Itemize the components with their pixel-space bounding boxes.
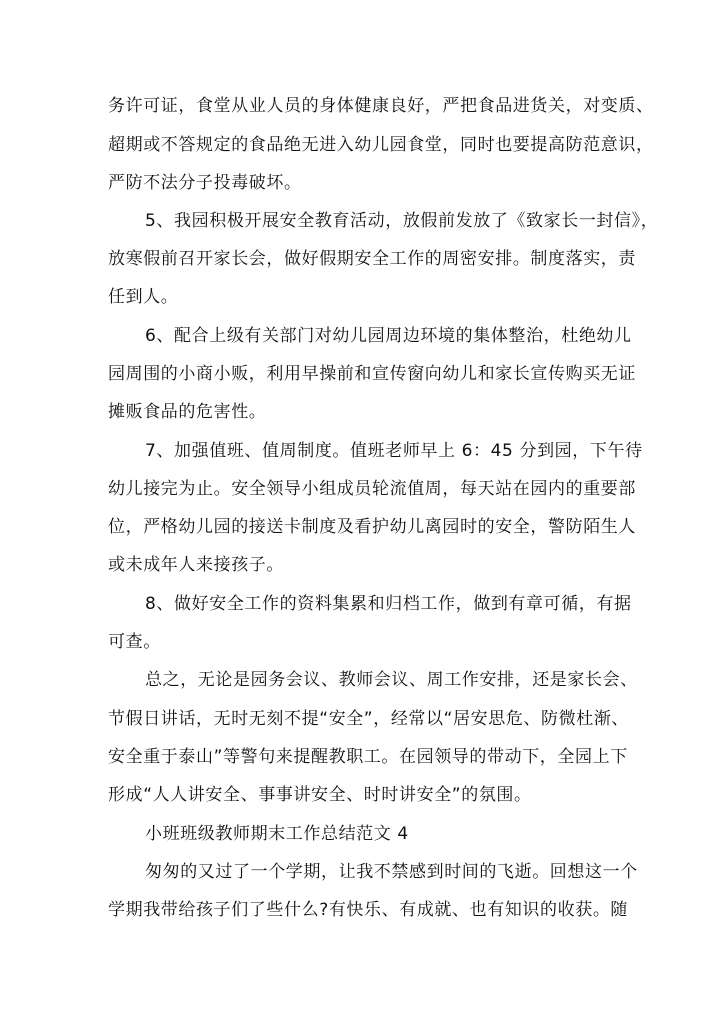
text-line: 任到人。 <box>108 287 179 307</box>
text-line: 或未成年人来接孩子。 <box>108 555 284 575</box>
text-line: 学期我带给孩子们了些什么?有快乐、有成就、也有知识的收获。随 <box>108 900 629 920</box>
text-line: 务许可证，食堂从业人员的身体健康良好，严把食品进货关，对变质、 <box>108 96 654 116</box>
text-line: 形成“人人讲安全、事事讲安全、时时讲安全”的氛围。 <box>108 785 532 805</box>
text-line: 严防不法分子投毒破坏。 <box>108 173 302 193</box>
text-line: 匆匆的又过了一个学期，让我不禁感到时间的飞逝。回想这一个 <box>145 862 638 882</box>
section-heading: 小班班级教师期末工作总结范文 4 <box>145 824 409 844</box>
text-line: 可查。 <box>108 632 161 652</box>
text-line: 幼儿接完为止。安全领导小组成员轮流值周，每天站在园内的重要部 <box>108 479 636 499</box>
text-line: 节假日讲话，无时无刻不提“安全”，经常以“居安思危、防微杜渐、 <box>108 709 630 729</box>
text-line: 8、做好安全工作的资料集累和归档工作，做到有章可循，有据 <box>145 594 632 614</box>
text-line: 超期或不答规定的食品绝无进入幼儿园食堂，同时也要提高防范意识， <box>108 135 654 155</box>
text-line: 5、我园积极开展安全教育活动，放假前发放了《致家长一封信》， <box>145 211 659 231</box>
text-line: 园周围的小商小贩，利用早操前和宣传窗向幼儿和家长宣传购买无证 <box>108 364 636 384</box>
text-line: 安全重于泰山”等警句来提醒教职工。在园领导的带动下，全园上下 <box>108 747 628 767</box>
text-line: 放寒假前召开家长会，做好假期安全工作的周密安排。制度落实，责 <box>108 249 636 269</box>
text-line: 6、配合上级有关部门对幼儿园周边环境的集体整治，杜绝幼儿 <box>145 326 632 346</box>
text-line: 摊贩食品的危害性。 <box>108 402 267 422</box>
text-line: 总之，无论是园务会议、教师会议、周工作安排，还是家长会、 <box>145 670 638 690</box>
text-line: 7、加强值班、值周制度。值班老师早上 6：45 分到园，下午待 <box>145 441 643 461</box>
text-line: 位，严格幼儿园的接送卡制度及看护幼儿离园时的安全，警防陌生人 <box>108 517 636 537</box>
